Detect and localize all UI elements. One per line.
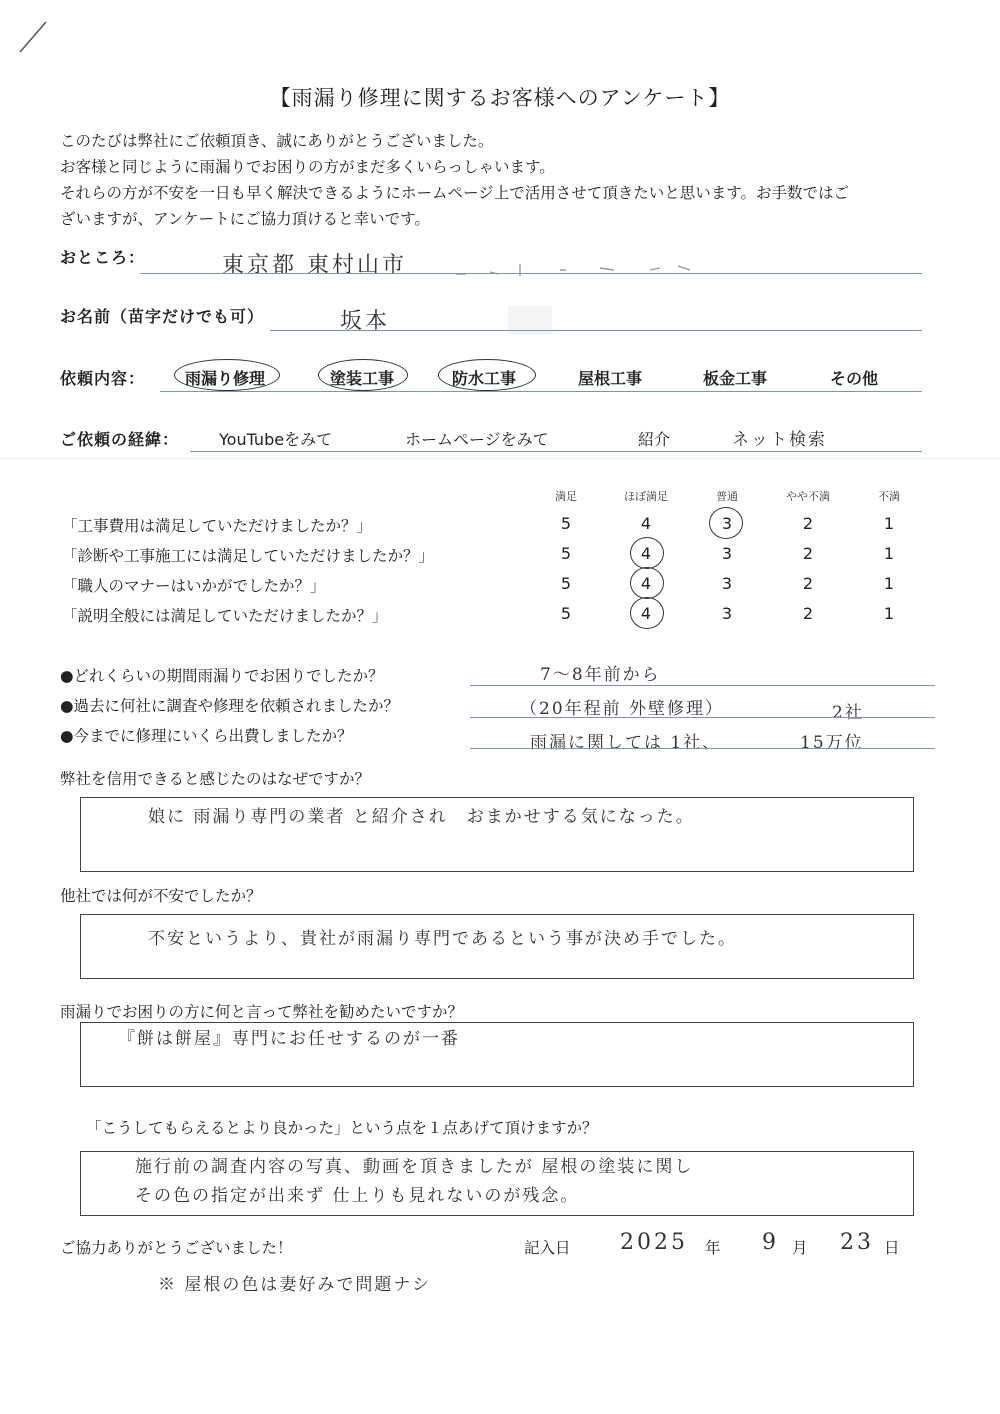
rating-option-1[interactable]: 1 [883,574,895,593]
rating-answer-circle-explanation [630,597,664,629]
date-month: 9 [762,1230,779,1255]
intro-line-3: それらの方が不安を一日も早く解決できるようにホームページ上で活用させて頂きたいと思います。お手数ではご [60,184,849,202]
rating-option-3[interactable]: 3 [721,574,733,593]
rating-option-5[interactable]: 5 [560,544,572,563]
rating-question-cost: 「工事費用は満足していただけましたか？」 [62,517,373,535]
date-day-unit: 日 [884,1239,900,1257]
intro-line-1: このたびは弊社にご依頼頂き、誠にありがとうございました。 [60,132,494,150]
intro-line-4: ざいますが、アンケートにご協力頂けると幸いです。 [60,210,430,228]
rating-option-2[interactable]: 2 [802,574,814,593]
bullet-answer-cost-amount: 15万位 [800,733,864,753]
bullet-question-companies: ●過去に何社に調査や修理を依頼されましたか？ [60,697,400,715]
bullet-answer-duration: 7～8年前から [540,665,661,685]
date-year-unit: 年 [705,1239,721,1257]
answer-improvement-line-2: その色の指定が出来ず 仕上りも見れないのが残念。 [135,1186,580,1206]
rating-option-5[interactable]: 5 [560,514,572,533]
request-label: 依頼内容： [60,369,146,388]
bullet-underline-duration [470,685,935,686]
answer-recommend: 『餅は餅屋』専門にお任せするのが一番 [118,1029,460,1049]
bullet-answer-companies-count: 2社 [832,703,864,723]
answer-trust: 娘に 雨漏り専門の業者 と紹介され おまかせする気になった。 [148,807,695,827]
rating-option-5[interactable]: 5 [560,604,572,623]
date-year: 2025 [620,1230,688,1255]
date-day: 23 [840,1230,874,1255]
selected-circle-painting [318,359,408,391]
bullet-underline-companies [470,717,935,718]
answer-anxiety: 不安というより、貴社が雨漏り専門であるという事が決め手でした。 [148,929,737,949]
rating-option-2[interactable]: 2 [802,514,814,533]
rating-question-construction: 「診断や工事施工には満足していただけましたか？」 [62,547,435,565]
bullet-underline-cost [470,748,935,749]
bullet-question-duration: ●どれくらいの期間雨漏りでお困りでしたか？ [60,667,384,685]
request-option-painting[interactable]: 塗装工事 [330,369,395,388]
bullet-question-cost: ●今までに修理にいくら出費しましたか？ [60,727,353,745]
rating-option-4[interactable]: 4 [640,604,652,623]
bullet-answer-companies: （20年程前 外壁修理） [520,699,725,719]
handwritten-note: ※ 屋根の色は妻好みで問題ナシ [158,1275,432,1295]
rating-option-5[interactable]: 5 [560,574,572,593]
scale-label-dissatisfied: 不満 [878,490,900,503]
rating-option-3[interactable]: 3 [721,544,733,563]
source-option-referral[interactable]: 紹介 [638,430,671,449]
name-label: お名前（苗字だけでも可） [60,307,265,326]
date-month-unit: 月 [792,1239,808,1257]
rating-option-2[interactable]: 2 [802,544,814,563]
source-option-homepage[interactable]: ホームページをみて [405,430,549,449]
rating-option-1[interactable]: 1 [883,514,895,533]
rating-option-4[interactable]: 4 [640,514,652,533]
date-label: 記入日 [524,1239,571,1257]
rating-answer-circle-manners [630,567,664,599]
intro-line-2: お客様と同じように雨漏りでお困りの方がまだ多くいらっしゃいます。 [60,158,555,176]
redacted-address-scribble [450,258,710,280]
question-improvement: 「こうしてもらえるとより良かった」という点を１点あげて頂けますか？ [86,1119,598,1137]
rating-option-3[interactable]: 3 [721,514,733,533]
thanks-text: ご協力ありがとうございました！ [60,1239,293,1257]
address-label: おところ： [60,248,146,267]
rating-option-4[interactable]: 4 [640,544,652,563]
corner-pen-mark [14,18,50,58]
address-underline [140,273,922,274]
rating-option-1[interactable]: 1 [883,544,895,563]
request-underline [160,391,922,392]
request-option-leak-repair[interactable]: 雨漏り修理 [185,369,266,388]
bullet-answer-cost: 雨漏に関しては 1社、 [530,733,722,753]
source-label: ご依頼の経緯： [60,430,180,449]
rating-answer-circle-construction [630,537,664,569]
request-option-roofing[interactable]: 屋根工事 [578,369,643,388]
rating-option-4[interactable]: 4 [640,574,652,593]
scale-label-satisfied: 満足 [555,490,577,503]
selected-circle-waterproofing [438,359,536,391]
rating-answer-circle-cost [709,507,743,539]
source-answer: ネット検索 [732,430,827,450]
request-option-waterproofing[interactable]: 防水工事 [452,369,517,388]
source-option-youtube[interactable]: YouTubeをみて [219,430,333,449]
name-value: 坂本 [340,309,391,334]
survey-title: 【雨漏り修理に関するお客様へのアンケート】 [269,86,731,110]
address-value: 東京都 東村山市 [222,253,407,278]
scale-label-mostly-satisfied: ほぼ満足 [624,490,668,503]
question-trust: 弊社を信用できると感じたのはなぜですか？ [60,770,371,788]
source-underline [190,451,922,452]
rating-question-explanation: 「説明全般には満足していただけましたか？」 [62,607,388,625]
name-underline [270,330,922,331]
question-anxiety: 他社では何が不安でしたか？ [60,887,262,905]
answer-improvement-line-1: 施行前の調査内容の写真、動画を頂きましたが 屋根の塗装に関し [135,1157,694,1177]
rating-option-1[interactable]: 1 [883,604,895,623]
paper-fold-line [0,458,1000,459]
rating-option-2[interactable]: 2 [802,604,814,623]
selected-circle-leak-repair [174,359,280,391]
scale-label-average: 普通 [716,490,738,503]
request-option-other[interactable]: その他 [830,369,879,388]
request-option-sheet-metal[interactable]: 板金工事 [703,369,768,388]
rating-option-3[interactable]: 3 [721,604,733,623]
rating-question-manners: 「職人のマナーはいかがでしたか？」 [62,577,326,595]
question-recommend: 雨漏りでお困りの方に何と言って弊社を勧めたいですか？ [60,1003,464,1021]
scale-label-somewhat-dissatisfied: やや不満 [786,490,830,503]
